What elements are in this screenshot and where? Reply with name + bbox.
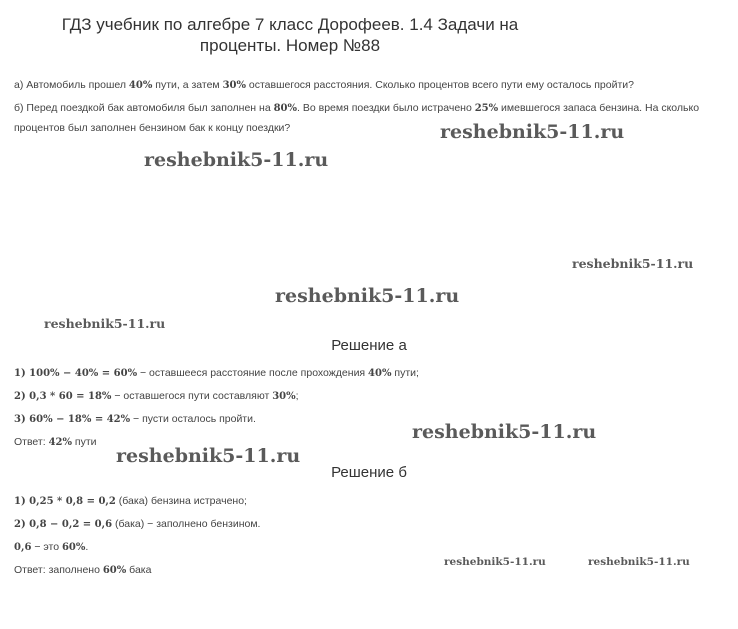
step-number: 3)	[14, 414, 30, 425]
solution-b-step-2	[14, 517, 260, 532]
step-end: пути;	[391, 367, 419, 379]
step-number: 2)	[14, 391, 30, 402]
step-text: (бака) бензина истрачено;	[115, 495, 247, 507]
step-expression: 0,3 * 60 = 18%	[29, 391, 112, 402]
step-number: 1)	[14, 496, 30, 507]
watermark: reshebnik5-11.ru	[144, 149, 329, 171]
step-expression: 0,8 − 0,2 = 0,6	[29, 519, 113, 530]
watermark: reshebnik5-11.ru	[116, 445, 301, 467]
watermark: reshebnik5-11.ru	[275, 285, 460, 307]
problem-b-value-2: 25%	[474, 103, 499, 114]
step-text: − оставшееся расстояние после прохождения	[137, 367, 369, 379]
solution-a-answer	[14, 435, 97, 450]
step-text: − это	[31, 541, 62, 553]
step-text: (бака) − заполнено бензином.	[112, 518, 261, 530]
solution-b-heading: Решение б	[331, 464, 407, 481]
watermark: reshebnik5-11.ru	[444, 556, 546, 568]
solution-b-answer	[14, 563, 151, 578]
step-value: 0,6	[14, 542, 32, 553]
step-end: ;	[295, 390, 299, 402]
watermark: reshebnik5-11.ru	[412, 421, 597, 443]
problem-a	[14, 78, 634, 93]
step-text: − оставшегося пути составляют	[111, 390, 273, 402]
answer-label: Ответ: заполнено	[14, 564, 103, 576]
step-value: 40%	[368, 368, 392, 379]
step-expression: 100% − 40% = 60%	[29, 368, 138, 379]
problem-b-value-1: 80%	[273, 103, 298, 114]
problem-b-line-2: процентов был заполнен бензином бак к концу поездки?	[14, 122, 291, 134]
answer-end: бака	[126, 564, 152, 576]
solution-a-step-1	[14, 366, 419, 381]
problem-b-line-1	[14, 101, 699, 116]
answer-value: 42%	[48, 437, 72, 448]
solution-a-heading: Решение а	[331, 337, 407, 354]
step-expression: 0,25 * 0,8 = 0,2	[29, 496, 116, 507]
solution-b-step-3	[14, 540, 88, 555]
problem-b-text-1: б) Перед поездкой бак автомобиля был заполнен на	[14, 102, 274, 114]
answer-value: 60%	[102, 565, 127, 576]
step-value: 60%	[61, 542, 86, 553]
watermark: reshebnik5-11.ru	[44, 316, 166, 331]
step-number: 2)	[14, 519, 30, 530]
problem-a-text-3: оставшегося расстояния. Сколько процентов всего пути ему осталось пройти?	[245, 79, 634, 91]
step-expression: 60% − 18% = 42%	[29, 414, 131, 425]
step-value: 30%	[272, 391, 296, 402]
answer-end: пути	[72, 436, 97, 448]
step-number: 1)	[14, 368, 30, 379]
solution-b-step-1	[14, 494, 247, 509]
page-title: ГДЗ учебник по алгебре 7 класс Дорофеев. 1.4 Задачи на проценты. Номер №88	[61, 15, 519, 55]
watermark: reshebnik5-11.ru	[588, 556, 690, 568]
problem-b-text-3: имевшегося запаса бензина. На сколько	[498, 102, 700, 114]
watermark: reshebnik5-11.ru	[440, 121, 625, 143]
step-text: − пусти осталось пройти.	[130, 413, 256, 425]
problem-a-value-1: 40%	[128, 80, 153, 91]
solution-a-step-2	[14, 389, 299, 404]
step-end: .	[85, 541, 89, 553]
solution-a-step-3	[14, 412, 256, 427]
problem-a-text-1: а) Автомобиль прошел	[14, 79, 129, 91]
answer-label: Ответ:	[14, 436, 49, 448]
problem-b-text-2: . Во время поездки было истрачено	[297, 102, 475, 114]
watermark: reshebnik5-11.ru	[572, 256, 694, 271]
problem-a-value-2: 30%	[222, 80, 246, 91]
problem-a-text-2: пути, а затем	[152, 79, 223, 91]
